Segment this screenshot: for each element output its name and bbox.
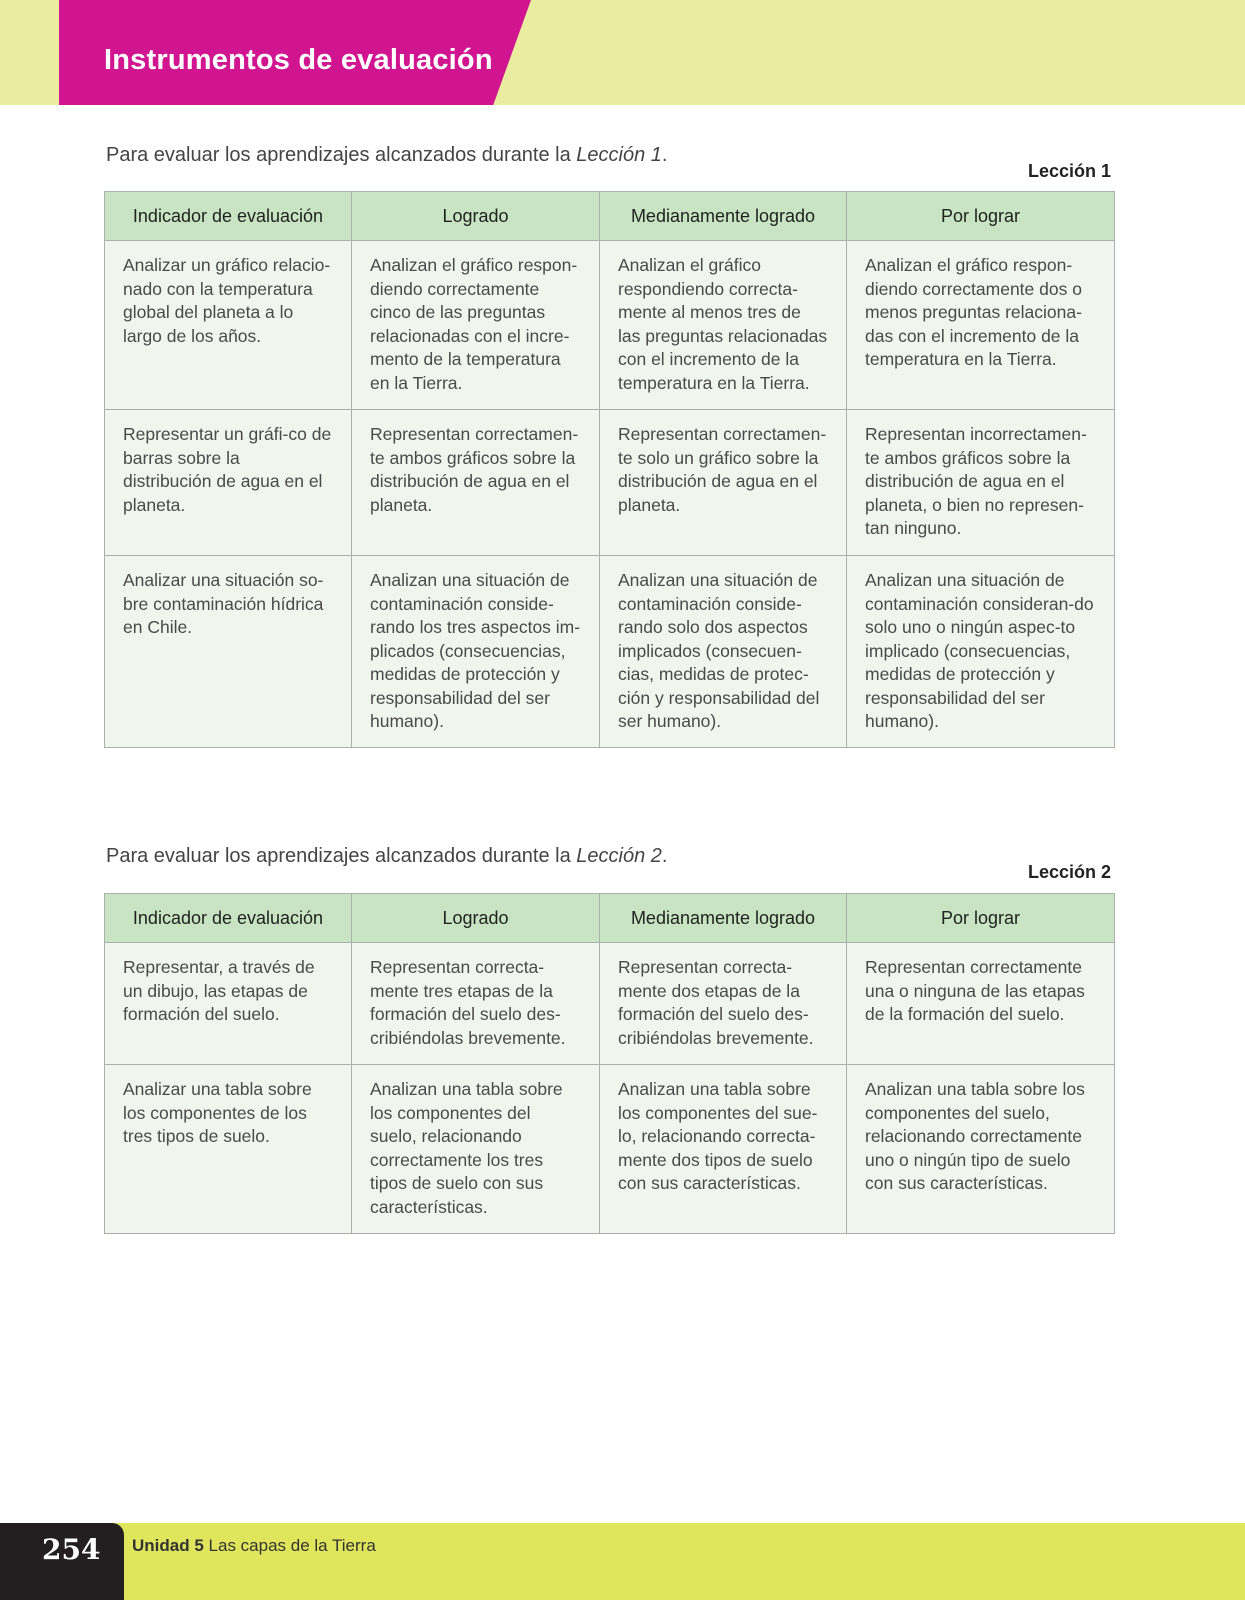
column-header-por-lograr: Por lograr: [847, 894, 1115, 943]
column-header-medianamente-logrado: Medianamente logrado: [600, 894, 847, 943]
table-cell: Analizan una tabla sobre los componentes del suelo, relacionando correctamente uno o ningún tipo de suelo con sus características.: [847, 1065, 1115, 1234]
unit-label: Unidad 5: [132, 1536, 204, 1555]
column-header-indicator: Indicador de evaluación: [105, 192, 352, 241]
section2-intro-lesson: Lección 2: [576, 845, 662, 867]
section2-intro: [106, 845, 667, 868]
table-cell: Analizan una situación de contaminación conside-rando solo dos aspectos implicados (consecuen-cias, medidas de protec-ción y responsabilidad del ser humano).: [600, 556, 847, 748]
column-header-medianamente-logrado: Medianamente logrado: [600, 192, 847, 241]
table-cell: Analizan una tabla sobre los componentes del suelo, relacionando correctamente los tres tipos de suelo con sus características.: [352, 1065, 600, 1234]
section2-intro-text: Para evaluar los aprendizajes alcanzados durante la: [106, 845, 577, 867]
table-cell: Analizar un gráfico relacio-nado con la temperatura global del planeta a lo largo de los años.: [105, 241, 352, 410]
section1-intro-text: Para evaluar los aprendizajes alcanzados durante la: [106, 144, 577, 166]
table-row: [105, 1065, 1115, 1234]
table-cell: Analizan el gráfico respon-diendo correctamente cinco de las preguntas relacionadas con el incre-mento de la temperatura en la Tierra.: [352, 241, 600, 410]
table-cell: Representan correctamen-te ambos gráficos sobre la distribución de agua en el planeta.: [352, 410, 600, 556]
footer-band: [0, 1523, 1245, 1600]
unit-title: Las capas de la Tierra: [208, 1536, 376, 1555]
table-cell: Analizan una situación de contaminación conside-rando los tres aspectos im-plicados (consecuencias, medidas de protección y responsabilidad del ser humano).: [352, 556, 600, 748]
rubric-table-lesson-2: [104, 893, 1115, 1234]
table-row: [105, 943, 1115, 1065]
section1-intro: [106, 144, 667, 167]
section1-intro-lesson: Lección 1: [576, 144, 662, 166]
table-cell: Representar un gráfi-co de barras sobre la distribución de agua en el planeta.: [105, 410, 352, 556]
column-header-logrado: Logrado: [352, 192, 600, 241]
page-title: Instrumentos de evaluación: [104, 44, 493, 76]
table-cell: Analizan una tabla sobre los componentes del sue-lo, relacionando correcta-mente dos tipos de suelo con sus características.: [600, 1065, 847, 1234]
page-number: 254: [42, 1533, 101, 1566]
table-cell: Representar, a través de un dibujo, las etapas de formación del suelo.: [105, 943, 352, 1065]
table-cell: Representan correctamente una o ninguna de las etapas de la formación del suelo.: [847, 943, 1115, 1065]
column-header-por-lograr: Por lograr: [847, 192, 1115, 241]
table-cell: Analizan el gráfico respondiendo correcta-mente al menos tres de las preguntas relacionadas con el incremento de la temperatura en la Tierra.: [600, 241, 847, 410]
section1-intro-end: .: [661, 144, 668, 166]
section1-lesson-label: Lección 1: [1027, 161, 1111, 181]
table-header-row: [105, 894, 1115, 943]
section2-intro-end: .: [661, 845, 668, 867]
footer-unit: [132, 1536, 376, 1556]
rubric-table-lesson-1: [104, 191, 1115, 748]
table-row: [105, 241, 1115, 410]
table-cell: Representan incorrectamen-te ambos gráficos sobre la distribución de agua en el planeta, o bien no represen-tan ninguno.: [847, 410, 1115, 556]
table-row: [105, 410, 1115, 556]
table-header-row: [105, 192, 1115, 241]
section2-lesson-label: Lección 2: [1027, 862, 1111, 882]
table-row: [105, 556, 1115, 748]
table-cell: Analizan el gráfico respon-diendo correctamente dos o menos preguntas relaciona-das con el incremento de la temperatura en la Tierra.: [847, 241, 1115, 410]
table-cell: Representan correcta-mente tres etapas de la formación del suelo des-cribiéndolas brevemente.: [352, 943, 600, 1065]
table-cell: Representan correcta-mente dos etapas de la formación del suelo des-cribiéndolas brevemente.: [600, 943, 847, 1065]
table-cell: Analizan una situación de contaminación consideran-do solo uno o ningún aspec-to implicado (consecuencias, medidas de protección y responsabilidad del ser humano).: [847, 556, 1115, 748]
column-header-indicator: Indicador de evaluación: [105, 894, 352, 943]
table-cell: Analizar una situación so-bre contaminación hídrica en Chile.: [105, 556, 352, 748]
table-cell: Analizar una tabla sobre los componentes de los tres tipos de suelo.: [105, 1065, 352, 1234]
table-cell: Representan correctamen-te solo un gráfico sobre la distribución de agua en el planeta.: [600, 410, 847, 556]
column-header-logrado: Logrado: [352, 894, 600, 943]
